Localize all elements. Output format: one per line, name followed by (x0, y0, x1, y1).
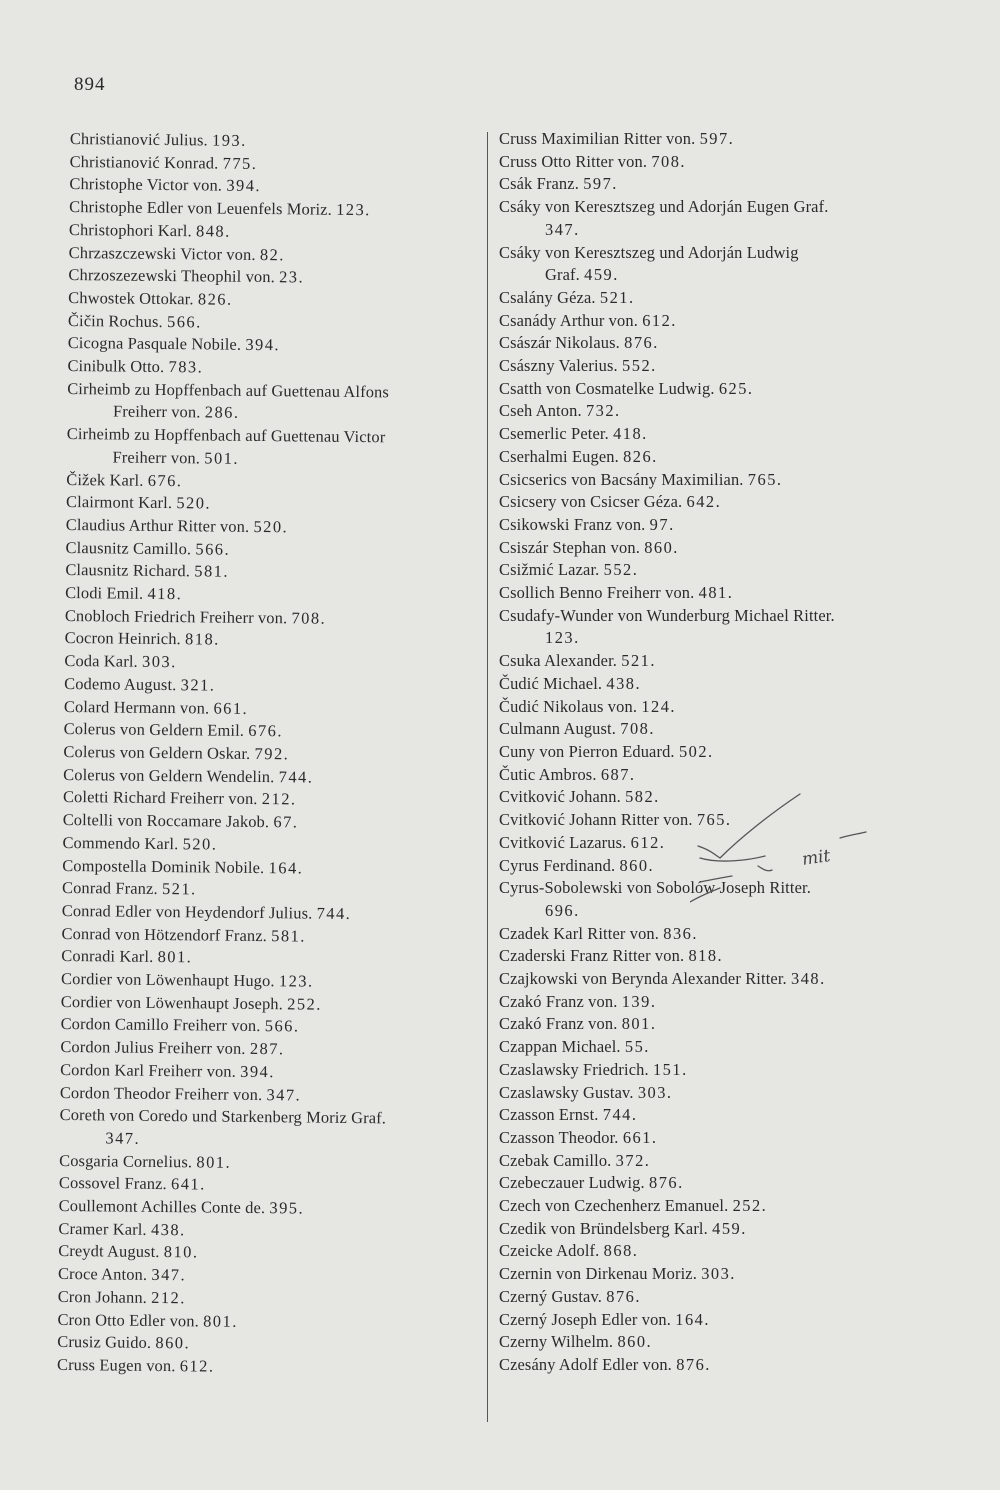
entry-page-ref: 868. (603, 1241, 639, 1261)
entry-name: Czerný Gustav. (499, 1286, 602, 1306)
entry-name: Császár Nikolaus. (499, 333, 620, 353)
index-entry (499, 310, 939, 333)
entry-name: Cirheimb zu Hopffenbach auf Guettenau Victor (66, 424, 386, 447)
entry-page-ref: 818. (688, 946, 724, 966)
index-entry (499, 1150, 939, 1173)
entry-name: Cron Otto Edler von. (57, 1309, 200, 1330)
index-entry (499, 945, 939, 968)
entry-page-ref: 597. (583, 174, 618, 194)
entry-name: Conrad von Hötzendorf Franz. (61, 923, 268, 945)
entry-name: Czebeczauer Ludwig. (499, 1173, 645, 1193)
entry-page-ref: 708. (620, 719, 655, 739)
entry-name: Czajkowski von Berynda Alexander Ritter. (499, 969, 787, 989)
entry-name: Christianović Julius. (69, 128, 208, 150)
column-divider (487, 132, 488, 1422)
index-entry (499, 1172, 939, 1195)
index-entry (499, 1127, 939, 1150)
entry-page-ref: 818. (185, 629, 220, 650)
entry-name: Czernin von Dirkenau Moriz. (499, 1264, 697, 1284)
entry-page-ref: 552. (622, 356, 657, 376)
entry-name: Czasson Ernst. (499, 1105, 599, 1125)
entry-name: Coreth von Coredo und Starkenberg Moriz Graf. (59, 1105, 387, 1128)
page-number: 894 (74, 74, 106, 95)
entry-page-ref: 502. (678, 741, 714, 761)
entry-name: Cossovel Franz. (58, 1173, 167, 1194)
entry-name: Cinibulk Otto. (67, 356, 165, 377)
index-entry (499, 173, 939, 196)
entry-page-ref: 708. (291, 608, 327, 628)
entry-page-ref: 696. (545, 900, 580, 920)
entry-page-ref: 708. (651, 151, 687, 171)
entry-page-ref: 287. (249, 1039, 285, 1059)
entry-name: Cirheimb zu Hopffenbach auf Guettenau Alfons (67, 378, 390, 402)
entry-name: Csicserics von Bacsány Maximilian. (499, 469, 744, 489)
entry-page-ref: 826. (623, 446, 658, 466)
entry-name: Czasson Theodor. (499, 1127, 619, 1147)
entry-name: Colerus von Geldern Emil. (63, 719, 245, 741)
entry-page-ref: 625. (718, 378, 754, 398)
entry-page-ref: 286. (204, 402, 240, 423)
entry-name: Compostella Dominik Nobile. (62, 855, 265, 877)
entry-page-ref: 810. (163, 1242, 199, 1262)
entry-continuation (499, 900, 939, 923)
index-entry (499, 332, 939, 355)
entry-name: Czesány Adolf Edler von. (499, 1354, 672, 1374)
index-entry (499, 718, 939, 741)
entry-name: Czakó Franz von. (499, 1014, 618, 1034)
entry-name: Coletti Richard Freiherr von. (62, 787, 258, 809)
entry-page-ref: 139. (621, 991, 657, 1011)
entry-page-ref: 501. (204, 448, 240, 468)
entry-name: Cyrus Ferdinand. (499, 855, 616, 875)
entry-page-ref: 848. (195, 221, 231, 241)
entry-name: Cicogna Pasquale Nobile. (67, 333, 242, 355)
entry-page-ref: 252. (287, 994, 322, 1014)
entry-page-ref: 347. (105, 1128, 141, 1148)
entry-name: Czerný Joseph Edler von. (499, 1309, 672, 1329)
entry-name: Clausnitz Camillo. (65, 537, 192, 558)
entry-page-ref: 459. (712, 1218, 747, 1238)
entry-page-ref: 372. (615, 1150, 651, 1170)
entry-page-ref: 552. (603, 560, 639, 580)
index-entry (499, 514, 939, 537)
index-entry (67, 378, 487, 428)
entry-name: Cserhalmi Eugen. (499, 446, 619, 466)
entry-page-ref: 801. (203, 1311, 238, 1331)
entry-page-ref: 303. (637, 1082, 673, 1102)
entry-page-ref: 124. (641, 696, 677, 716)
entry-page-ref: 164. (675, 1309, 710, 1329)
entry-continuation (499, 219, 939, 242)
index-entry (499, 1059, 939, 1082)
entry-page-ref: 55. (624, 1037, 650, 1057)
entry-page-ref: 612. (642, 310, 677, 330)
entry-name: Csalány Géza. (499, 287, 596, 307)
entry-name: Chrzoszezewski Theophil von. (68, 265, 276, 287)
index-entry (499, 582, 939, 605)
entry-name: Coullemont Achilles Conte de. (58, 1195, 266, 1218)
entry-name: Cordon Julius Freiherr von. (60, 1037, 246, 1059)
entry-name: Cosgaria Cornelius. (59, 1150, 193, 1171)
index-entry (66, 423, 486, 473)
entry-page-ref: 418. (147, 583, 183, 604)
index-entry (499, 1082, 939, 1105)
entry-page-ref: 394. (240, 1061, 275, 1082)
index-entry (499, 1036, 939, 1059)
entry-page-ref: 438. (606, 673, 642, 693)
index-entry (499, 559, 939, 582)
entry-continuation-text: Freiherr von. (112, 447, 201, 468)
handwritten-note: mit (800, 846, 832, 870)
entry-name: Cordier von Löwenhaupt Joseph. (60, 991, 284, 1013)
entry-name: Čudić Nikolaus von. (499, 696, 638, 716)
entry-page-ref: 123. (278, 971, 314, 991)
entry-page-ref: 826. (197, 289, 233, 309)
entry-name: Czebak Camillo. (499, 1150, 612, 1170)
entry-page-ref: 801. (621, 1014, 657, 1034)
entry-continuation (499, 627, 939, 650)
entry-page-ref: 744. (602, 1105, 638, 1125)
index-entry (499, 696, 939, 719)
entry-name: Colerus von Geldern Oskar. (63, 741, 251, 763)
entry-page-ref: 765. (747, 469, 783, 489)
index-entry (499, 537, 939, 560)
index-entry (499, 741, 939, 764)
entry-page-ref: 520. (176, 493, 212, 513)
entry-page-ref: 744. (278, 766, 314, 787)
index-column-right (499, 128, 939, 1377)
entry-name: Cvitković Johann Ritter von. (499, 810, 693, 830)
entry-name: Czaderski Franz Ritter von. (499, 946, 685, 966)
entry-name: Cruss Maximilian Ritter von. (499, 129, 696, 148)
index-entry (499, 832, 939, 855)
index-entry (499, 877, 939, 922)
entry-page-ref: 520. (182, 834, 218, 854)
entry-page-ref: 23. (279, 267, 305, 287)
entry-name: Czadek Karl Ritter von. (499, 923, 660, 943)
entry-name: Chwostek Ottokar. (68, 287, 194, 309)
entry-name: Codemo August. (64, 673, 177, 695)
entry-name: Christophori Karl. (68, 219, 192, 241)
entry-name: Czerny Wilhelm. (499, 1332, 614, 1352)
index-entry (499, 469, 939, 492)
entry-page-ref: 783. (168, 357, 204, 377)
entry-page-ref: 520. (253, 516, 289, 537)
entry-name: Cvitković Johann. (499, 787, 621, 807)
entry-page-ref: 765. (696, 810, 732, 830)
entry-page-ref: 347. (151, 1265, 187, 1285)
entry-page-ref: 876. (624, 333, 659, 353)
index-entry (499, 764, 939, 787)
entry-page-ref: 395. (269, 1198, 305, 1218)
entry-page-ref: 321. (180, 675, 216, 695)
entry-name: Czaslawsky Friedrich. (499, 1059, 649, 1079)
index-entry (57, 1354, 477, 1381)
entry-name: Cuny von Pierron Eduard. (499, 741, 675, 761)
entry-name: Czedik von Bründelsberg Karl. (499, 1218, 708, 1238)
entry-page-ref: 82. (259, 244, 285, 264)
index-entry (499, 1240, 939, 1263)
entry-page-ref: 438. (150, 1219, 186, 1240)
index-column-left (57, 128, 490, 1381)
entry-name: Cyrus-Sobolewski von Sobolów Joseph Ritter. (499, 878, 811, 898)
entry-page-ref: 252. (732, 1196, 768, 1216)
entry-name: Culmann August. (499, 719, 616, 739)
entry-name: Csuka Alexander. (499, 651, 618, 671)
entry-name: Csatth von Cosmatelke Ludwig. (499, 378, 715, 398)
entry-page-ref: 394. (245, 335, 281, 355)
entry-name: Csicsery von Csicser Géza. (499, 492, 683, 512)
entry-name: Clausnitz Richard. (65, 560, 191, 581)
entry-page-ref: 860. (155, 1333, 191, 1353)
entry-page-ref: 348. (791, 969, 826, 989)
entry-name: Čutic Ambros. (499, 764, 597, 784)
entry-page-ref: 347. (266, 1084, 302, 1105)
entry-name: Csemerlic Peter. (499, 424, 609, 444)
index-entry (499, 196, 939, 241)
entry-page-ref: 164. (268, 857, 304, 877)
entry-name: Czeicke Adolf. (499, 1241, 600, 1261)
index-entry (499, 423, 939, 446)
entry-page-ref: 612. (179, 1356, 215, 1376)
entry-name: Cocron Heinrich. (64, 628, 181, 649)
entry-name: Csollich Benno Freiherr von. (499, 583, 695, 603)
index-entry (499, 923, 939, 946)
entry-page-ref: 641. (170, 1174, 206, 1194)
index-entry (499, 1013, 939, 1036)
entry-page-ref: 876. (606, 1286, 641, 1306)
entry-name: Cvitković Lazarus. (499, 832, 627, 852)
index-entry (499, 355, 939, 378)
entry-name: Csižmić Lazar. (499, 560, 600, 580)
entry-page-ref: 303. (141, 651, 177, 672)
entry-page-ref: 661. (213, 698, 249, 718)
index-entry (499, 1354, 939, 1377)
entry-page-ref: 876. (649, 1173, 684, 1193)
entry-name: Čižek Karl. (66, 469, 144, 490)
entry-continuation (499, 264, 939, 287)
entry-name: Czappan Michael. (499, 1037, 621, 1057)
entry-name: Commendo Karl. (62, 832, 179, 853)
entry-name: Colerus von Geldern Wendelin. (63, 764, 275, 786)
entry-name: Csanády Arthur von. (499, 310, 638, 330)
entry-name: Conrad Edler von Heydendorf Julius. (61, 900, 313, 923)
index-entry (499, 809, 939, 832)
entry-page-ref: 459. (584, 265, 619, 285)
entry-page-ref: 212. (261, 789, 297, 809)
entry-page-ref: 744. (316, 903, 352, 923)
entry-name: Čičin Rochus. (67, 310, 163, 331)
index-entry (499, 650, 939, 673)
index-entry (499, 605, 939, 650)
entry-name: Conradi Karl. (61, 946, 154, 967)
entry-page-ref: 687. (600, 764, 636, 784)
index-entry (499, 378, 939, 401)
entry-page-ref: 582. (625, 787, 660, 807)
entry-name: Czakó Franz von. (499, 991, 618, 1011)
index-entry (499, 1286, 939, 1309)
entry-page-ref: 661. (622, 1127, 658, 1147)
entry-page-ref: 597. (699, 129, 735, 148)
entry-page-ref: 521. (161, 879, 197, 899)
entry-name: Conrad Franz. (61, 878, 158, 899)
entry-name: Cordon Camillo Freiherr von. (60, 1014, 261, 1036)
index-entry (499, 991, 939, 1014)
entry-name: Cruss Eugen von. (56, 1354, 176, 1376)
entry-page-ref: 481. (698, 583, 734, 603)
index-entry (499, 446, 939, 469)
entry-name: Colard Hermann von. (63, 696, 210, 718)
entry-page-ref: 123. (336, 199, 371, 220)
entry-page-ref: 212. (151, 1287, 187, 1308)
entry-page-ref: 642. (686, 492, 722, 512)
index-entry (499, 1263, 939, 1286)
entry-page-ref: 792. (254, 743, 290, 764)
entry-page-ref: 123. (545, 628, 580, 648)
entry-name: Cseh Anton. (499, 401, 582, 421)
entry-page-ref: 732. (585, 401, 621, 421)
entry-page-ref: 860. (617, 1332, 653, 1352)
entry-name: Csikowski Franz von. (499, 514, 646, 534)
index-entry (499, 1218, 939, 1241)
entry-page-ref: 566. (195, 538, 231, 559)
entry-page-ref: 860. (619, 855, 655, 875)
entry-page-ref: 67. (273, 812, 299, 832)
index-entry (499, 968, 939, 991)
entry-page-ref: 521. (599, 287, 635, 307)
index-entry (499, 855, 939, 878)
entry-name: Cruss Otto Ritter von. (499, 151, 648, 171)
entry-name: Csáky von Keresztszeg und Adorján Ludwig (499, 242, 799, 262)
index-entry (499, 673, 939, 696)
entry-name: Christophe Victor von. (69, 174, 223, 196)
index-entry (499, 786, 939, 809)
entry-name: Christianović Konrad. (69, 151, 219, 173)
entry-name: Czech von Czechenherz Emanuel. (499, 1196, 729, 1216)
entry-name: Császny Valerius. (499, 356, 618, 376)
entry-name: Creydt August. (58, 1241, 160, 1262)
entry-page-ref: 566. (166, 311, 202, 332)
entry-page-ref: 801. (196, 1152, 232, 1172)
entry-name: Cordier von Löwenhaupt Hugo. (60, 968, 275, 991)
entry-page-ref: 394. (226, 176, 262, 196)
index-entry (499, 242, 939, 287)
entry-name: Clairmont Karl. (65, 492, 173, 513)
entry-page-ref: 836. (663, 923, 698, 943)
entry-page-ref: 151. (652, 1059, 688, 1079)
entry-page-ref: 676. (248, 721, 284, 741)
entry-page-ref: 876. (676, 1354, 711, 1374)
entry-page-ref: 612. (630, 832, 666, 852)
entry-name: Claudius Arthur Ritter von. (65, 514, 250, 536)
entry-page-ref: 521. (621, 651, 656, 671)
entry-page-ref: 801. (157, 947, 193, 967)
entry-name: Christophe Edler von Leuenfels Moriz. (69, 197, 332, 219)
index-entry (499, 287, 939, 310)
entry-name: Coda Karl. (64, 651, 138, 671)
index-entry (499, 1309, 939, 1332)
index-entry (499, 491, 939, 514)
entry-name: Cnobloch Friedrich Freiherr von. (64, 605, 288, 628)
entry-name: Csudafy-Wunder von Wunderburg Michael Ritter. (499, 605, 835, 625)
entry-name: Croce Anton. (57, 1264, 148, 1285)
entry-page-ref: 303. (701, 1264, 736, 1284)
entry-page-ref: 775. (222, 153, 258, 173)
entry-continuation-text: Graf. (545, 265, 580, 285)
entry-name: Coltelli von Roccamare Jakob. (62, 810, 270, 832)
index-entry (499, 128, 939, 151)
entry-name: Chrzaszczewski Victor von. (68, 242, 256, 264)
entry-page-ref: 418. (613, 424, 648, 444)
entry-page-ref: 860. (644, 537, 679, 557)
index-entry (499, 400, 939, 423)
entry-name: Csiszár Stephan von. (499, 537, 640, 557)
entry-name: Cramer Karl. (58, 1218, 147, 1239)
entry-page-ref: 676. (147, 470, 183, 490)
entry-page-ref: 97. (649, 514, 675, 534)
entry-name: Clodi Emil. (65, 583, 144, 603)
entry-page-ref: 581. (271, 925, 306, 946)
entry-page-ref: 347. (545, 219, 580, 239)
entry-name: Crusiz Guido. (57, 1332, 152, 1353)
entry-name: Cron Johann. (57, 1286, 148, 1307)
index-entry (59, 1104, 479, 1154)
entry-name: Cordon Karl Freiherr von. (60, 1059, 237, 1081)
index-entry (499, 151, 939, 174)
index-entry (499, 1104, 939, 1127)
entry-continuation-text: Freiherr von. (112, 401, 201, 422)
entry-name: Czaslawsky Gustav. (499, 1082, 634, 1102)
entry-name: Csák Franz. (499, 174, 579, 194)
entry-name: Cordon Theodor Freiherr von. (59, 1082, 263, 1104)
entry-name: Čudić Michael. (499, 673, 603, 693)
index-entry (499, 1331, 939, 1354)
entry-page-ref: 193. (211, 130, 247, 150)
entry-page-ref: 581. (194, 561, 230, 582)
entry-name: Csáky von Keresztszeg und Adorján Eugen Graf. (499, 197, 829, 217)
entry-page-ref: 566. (264, 1016, 300, 1036)
index-entry (499, 1195, 939, 1218)
